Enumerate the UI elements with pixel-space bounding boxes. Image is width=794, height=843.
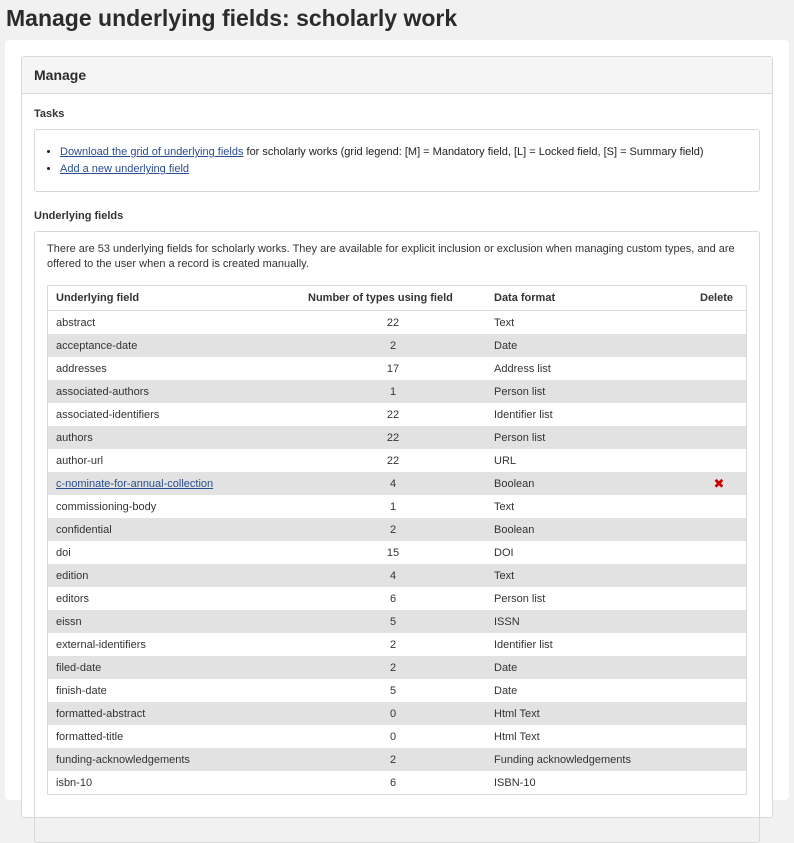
table-row — [48, 449, 747, 472]
delete-cell — [692, 771, 747, 795]
type-count: 22 — [300, 426, 486, 449]
field-name: authors — [56, 431, 93, 444]
type-count: 2 — [300, 334, 486, 357]
delete-cell — [692, 426, 747, 449]
field-name: author-url — [56, 454, 104, 467]
field-name-cell — [48, 633, 301, 656]
data-format: Html Text — [494, 730, 540, 743]
table-row — [48, 564, 747, 587]
delete-cell — [692, 541, 747, 564]
field-name-cell — [48, 748, 301, 771]
column-header-format: Data format — [486, 286, 692, 311]
field-name-cell — [48, 679, 301, 702]
data-format: Identifier list — [494, 408, 553, 421]
field-name-cell — [48, 518, 301, 541]
table-row — [48, 334, 747, 357]
field-name-cell — [48, 702, 301, 725]
field-name: editors — [56, 592, 90, 605]
data-format: Text — [494, 316, 515, 329]
type-count: 6 — [389, 776, 397, 789]
field-name-cell — [48, 449, 301, 472]
add-field-link[interactable]: Add a new underlying field — [60, 163, 190, 175]
table-row — [48, 587, 747, 610]
table-row — [48, 380, 747, 403]
task-item-download — [60, 144, 749, 161]
column-header-delete: Delete — [692, 286, 747, 311]
field-name-cell — [48, 771, 301, 795]
download-description: for scholarly works (grid legend: [M] = Mandatory field, [L] = Locked field, [S] = Summary field) — [243, 146, 704, 158]
field-name-cell — [48, 725, 301, 748]
field-name-cell — [48, 380, 301, 403]
data-format: ISSN — [486, 610, 692, 633]
table-row — [48, 311, 747, 335]
field-name-cell — [48, 334, 301, 357]
field-name: filed-date — [56, 661, 102, 674]
data-format: Text — [494, 500, 515, 513]
table-row — [48, 702, 747, 725]
delete-cell — [692, 587, 747, 610]
delete-cell — [692, 610, 747, 633]
type-count: 1 — [389, 500, 397, 513]
data-format: Date — [494, 684, 518, 697]
table-row — [48, 403, 747, 426]
delete-cell — [692, 748, 747, 771]
fields-intro: There are 53 underlying fields for scholarly works. They are available for explicit inclusion or exclusion when managing custom types, and are offered to the user when a record is created manually. — [47, 243, 735, 270]
type-count: 2 — [300, 518, 486, 541]
field-name: associated-identifiers — [56, 408, 160, 421]
data-format: Identifier list — [494, 638, 553, 651]
table-row — [48, 771, 747, 795]
data-format: Date — [486, 656, 692, 679]
field-name-cell — [48, 426, 301, 449]
delete-cell — [692, 495, 747, 518]
type-count: 6 — [389, 592, 397, 605]
type-count: 0 — [300, 702, 486, 725]
type-count: 22 — [386, 316, 400, 329]
fields-heading: Underlying fields — [34, 210, 124, 222]
field-name: finish-date — [56, 684, 107, 697]
table-row — [48, 472, 747, 495]
field-name-cell — [48, 472, 301, 495]
type-count: 2 — [300, 656, 486, 679]
field-name-cell — [48, 656, 301, 679]
type-count: 15 — [386, 546, 400, 559]
column-header-count: Number of types using field — [300, 286, 486, 311]
data-format: Boolean — [486, 518, 692, 541]
delete-cell — [692, 656, 747, 679]
delete-cell — [692, 679, 747, 702]
field-name-cell — [48, 587, 301, 610]
delete-cell — [692, 725, 747, 748]
type-count: 2 — [389, 638, 397, 651]
table-row — [48, 541, 747, 564]
field-name: acceptance-date — [56, 339, 138, 352]
field-name: doi — [56, 546, 71, 559]
data-format: Funding acknowledgements — [486, 748, 692, 771]
field-name-cell — [48, 357, 301, 380]
field-name: formatted-abstract — [56, 707, 146, 720]
delete-cell — [692, 449, 747, 472]
table-row — [48, 495, 747, 518]
type-count: 2 — [300, 748, 486, 771]
field-name: eissn — [56, 615, 82, 628]
delete-cell — [692, 311, 747, 335]
type-count: 4 — [300, 564, 486, 587]
type-count: 0 — [389, 730, 397, 743]
type-count: 1 — [300, 380, 486, 403]
type-count: 22 — [386, 408, 400, 421]
data-format: Person list — [486, 380, 692, 403]
manage-heading: Manage — [22, 57, 772, 94]
field-name-cell — [48, 564, 301, 587]
delete-icon[interactable]: ✖ — [713, 475, 725, 491]
table-body — [48, 311, 747, 795]
field-name: edition — [56, 569, 89, 582]
field-name: abstract — [56, 316, 96, 329]
content-container — [5, 40, 789, 800]
data-format: Html Text — [486, 702, 692, 725]
column-header-field: Underlying field — [48, 286, 301, 311]
field-name-link[interactable]: c-nominate-for-annual-collection — [56, 477, 214, 490]
table-header-row — [48, 286, 747, 311]
field-name: associated-authors — [56, 385, 149, 398]
data-format: URL — [494, 454, 517, 467]
table-row — [48, 518, 747, 541]
delete-cell — [692, 518, 747, 541]
table-row — [48, 748, 747, 771]
field-name-cell — [48, 610, 301, 633]
data-format: Boolean — [486, 472, 692, 495]
table-row — [48, 656, 747, 679]
type-count: 5 — [389, 684, 397, 697]
table-row — [48, 426, 747, 449]
type-count: 17 — [386, 362, 400, 375]
field-name-cell — [48, 403, 301, 426]
data-format: ISBN-10 — [494, 776, 536, 789]
data-format: Address list — [494, 362, 551, 375]
fields-table — [47, 285, 747, 795]
data-format: Person list — [494, 592, 546, 605]
download-grid-link[interactable]: Download the grid of underlying fields — [60, 146, 244, 158]
data-format: Person list — [486, 426, 692, 449]
delete-cell — [692, 633, 747, 656]
table-row — [48, 357, 747, 380]
delete-cell — [692, 403, 747, 426]
delete-cell — [692, 564, 747, 587]
field-name: isbn-10 — [56, 776, 93, 789]
field-name: commissioning-body — [56, 500, 157, 513]
data-format: DOI — [494, 546, 514, 559]
tasks-list — [45, 144, 749, 178]
type-count: 22 — [386, 454, 400, 467]
table-row — [48, 610, 747, 633]
delete-cell — [692, 702, 747, 725]
field-name: funding-acknowledgements — [56, 753, 190, 766]
field-name: external-identifiers — [56, 638, 146, 651]
delete-cell — [692, 357, 747, 380]
type-count: 4 — [300, 472, 486, 495]
fields-box — [34, 231, 760, 843]
table-row — [48, 725, 747, 748]
delete-cell — [692, 472, 747, 495]
type-count: 5 — [300, 610, 486, 633]
field-name: formatted-title — [56, 730, 124, 743]
table-row — [48, 633, 747, 656]
task-item-add — [60, 161, 749, 178]
data-format: Date — [486, 334, 692, 357]
field-name-cell — [48, 311, 301, 335]
tasks-box — [34, 129, 760, 192]
delete-cell — [692, 380, 747, 403]
delete-cell — [692, 334, 747, 357]
data-format: Text — [486, 564, 692, 587]
field-name-cell — [48, 541, 301, 564]
tasks-heading: Tasks — [34, 108, 65, 120]
page-title: Manage underlying fields: scholarly work — [6, 5, 458, 31]
field-name-cell — [48, 495, 301, 518]
table-row — [48, 679, 747, 702]
field-name: addresses — [56, 362, 107, 375]
field-name: confidential — [56, 523, 112, 536]
manage-panel — [21, 56, 773, 818]
